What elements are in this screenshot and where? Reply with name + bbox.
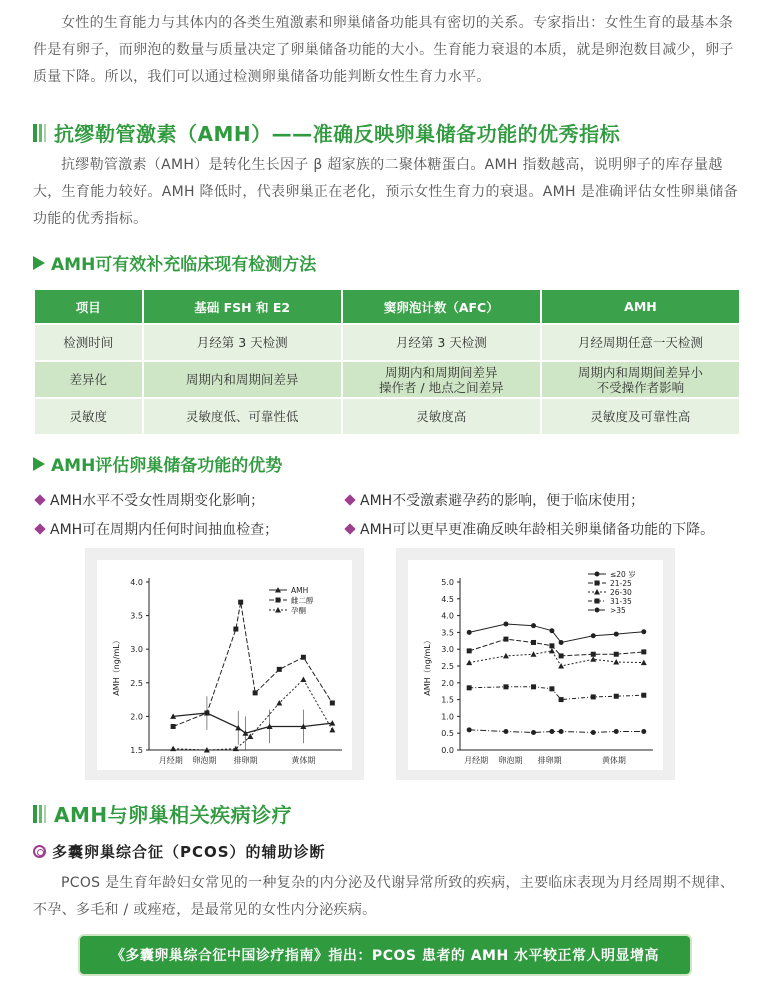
series-line [173, 679, 332, 750]
data-point [559, 640, 564, 645]
advantage-text: AMH水平不受女性周期变化影响； [50, 493, 265, 509]
data-point [641, 649, 646, 654]
diamond-bullet-icon [34, 494, 45, 505]
advantage-item [343, 490, 644, 510]
section-heading-text: AMH可有效补充临床现有检测方法 [51, 255, 317, 275]
data-point [559, 729, 564, 734]
y-tick-label: 2.5 [441, 662, 454, 671]
table-cell: 月经周期任意一天检测 [542, 325, 739, 360]
data-point [559, 697, 564, 702]
table-header-cell: AMH [542, 290, 739, 323]
heading-bars-icon [33, 124, 46, 142]
y-tick-label: 4.5 [441, 594, 454, 604]
data-point [614, 652, 619, 657]
data-point [591, 694, 596, 699]
data-point [277, 667, 282, 672]
data-point [467, 648, 472, 653]
data-point [329, 727, 335, 733]
x-tick-label: 月经期 [464, 756, 489, 765]
guideline-banner: 《多囊卵巢综合征中国诊疗指南》指出：PCOS 患者的 AMH 水平较正常人明显增高 [80, 936, 690, 974]
x-tick-label: 排卵期 [537, 756, 562, 765]
data-point [614, 729, 619, 734]
legend-label: 雌二醇 [291, 596, 314, 605]
data-point [549, 628, 554, 633]
y-tick-label: 0.0 [441, 746, 454, 755]
legend-label: AMH [291, 586, 309, 595]
diamond-bullet-icon [344, 494, 355, 505]
data-point [503, 729, 508, 734]
pcos-subheading-text: 多囊卵巢综合征（PCOS）的辅助诊断 [52, 843, 326, 861]
data-point [204, 711, 209, 716]
data-point [238, 600, 243, 605]
data-point [614, 632, 619, 637]
diamond-bullet-icon [344, 523, 355, 534]
section-heading-text: AMH评估卵巢储备功能的优势 [51, 456, 283, 476]
legend-marker [594, 589, 600, 595]
data-point [558, 663, 564, 669]
section-heading-amh [33, 118, 620, 147]
data-point [613, 659, 619, 665]
data-point [641, 629, 646, 634]
x-tick-label: 月经期 [158, 756, 183, 765]
advantage-text: AMH可在周期内任何时间抽血检查； [50, 522, 279, 538]
data-point [253, 690, 258, 695]
y-tick-label: 3.5 [130, 611, 143, 621]
table-row [35, 399, 739, 434]
y-tick-label: 1.0 [441, 712, 454, 722]
section-heading-advantages [33, 451, 282, 476]
y-axis-label: AMH（ng/mL） [112, 636, 121, 696]
data-point [591, 652, 596, 657]
data-point [549, 643, 554, 648]
chart-panel-age [396, 548, 675, 780]
legend-marker [595, 572, 600, 577]
section-heading-text: 抗缪勒管激素（AMH）——准确反映卵巢储备功能的优秀指标 [54, 122, 621, 146]
x-tick-label: 黄体期 [291, 756, 316, 765]
legend-label: ≤20 岁 [610, 570, 636, 579]
chart-panel-cycle [85, 548, 364, 780]
y-tick-label: 2.5 [130, 678, 143, 688]
legend-label: >35 [610, 606, 626, 615]
pcos-paragraph: PCOS 是生育年龄妇女常见的一种复杂的内分泌及代谢异常所致的疾病，主要临床表现为月经周期不规律、不孕、多毛和 / 或痤疮，是最常见的女性内分泌疾病。 [33, 875, 735, 918]
data-point [641, 660, 647, 666]
table-cell: 周期内和周期间差异 [144, 362, 341, 397]
table-cell: 周期内和周期间差异 操作者 / 地点之间差异 [343, 362, 540, 397]
y-tick-label: 0.5 [441, 729, 454, 739]
data-point [531, 651, 537, 657]
series-line [173, 713, 332, 733]
data-point [614, 694, 619, 699]
data-point [330, 700, 335, 705]
advantage-text: AMH可以更早更准确反映年龄相关卵巢储备功能的下降。 [360, 522, 715, 538]
data-point [503, 637, 508, 642]
y-tick-label: 1.5 [441, 695, 454, 705]
y-tick-label: 1.5 [130, 746, 143, 755]
section-heading-methods [33, 250, 316, 275]
data-point [559, 653, 564, 658]
data-point [531, 623, 536, 628]
amh-cycle-chart [97, 560, 352, 770]
x-tick-label: 卵泡期 [192, 756, 217, 765]
heading-bars-icon [33, 805, 46, 823]
table-header-cell: 基础 FSH 和 E2 [144, 290, 341, 323]
y-axis-label: AMH（ng/mL） [423, 636, 432, 696]
table-cell: 差异化 [35, 362, 142, 397]
table-cell: 灵敏度 [35, 399, 142, 434]
data-point [591, 633, 596, 638]
data-point [531, 730, 536, 735]
table-cell: 月经第 3 天检测 [343, 325, 540, 360]
intro-paragraph: 女性的生育能力与其体内的各类生殖激素和卵巢储备功能具有密切的关系。专家指出：女性生育的最基本条件是有卵子，而卵泡的数量与质量决定了卵巢储备功能的大小。生育能力衰退的本质，就是卵泡数目减少，卵子质量下降。所以，我们可以通过检测卵巢储备功能判断女性生育力水平。 [33, 15, 734, 85]
advantage-item [33, 490, 264, 510]
data-point [503, 653, 509, 659]
legend-label: 孕酮 [291, 606, 306, 615]
data-point [171, 724, 176, 729]
table-cell: 灵敏度低、可靠性低 [144, 399, 341, 434]
data-point [467, 685, 472, 690]
diamond-bullet-icon [34, 523, 45, 534]
data-point [301, 655, 306, 660]
y-tick-label: 3.5 [441, 628, 454, 638]
triangle-bullet-icon [33, 256, 45, 270]
data-point [233, 627, 238, 632]
data-point [531, 684, 536, 689]
y-tick-label: 4.0 [130, 578, 143, 587]
legend-marker [595, 581, 600, 586]
table-row [35, 362, 739, 397]
pcos-subheading [33, 841, 326, 862]
comparison-table [33, 288, 741, 436]
table-cell: 灵敏度高 [343, 399, 540, 434]
table-header-cell: 窦卵泡计数（AFC） [343, 290, 540, 323]
x-tick-label: 排卵期 [233, 756, 258, 765]
amh-age-chart [408, 560, 663, 770]
x-tick-label: 卵泡期 [498, 756, 523, 765]
data-point [503, 684, 508, 689]
table-header-row [35, 290, 739, 323]
table-row [35, 325, 739, 360]
legend-label: 26-30 [610, 588, 632, 597]
amh-paragraph: 抗缪勒管激素（AMH）是转化生长因子 β 超家族的二聚体糖蛋白。AMH 指数越高，说明卵子的库存量越大，生育能力较好。AMH 降低时，代表卵巢正在老化，预示女性生育力的衰退。AMH 是准确评估女性卵巢储备功能的优秀指标。 [33, 157, 738, 227]
y-tick-label: 2.0 [130, 712, 143, 722]
data-point [549, 729, 554, 734]
data-point [235, 725, 241, 731]
data-point [591, 730, 596, 735]
triangle-bullet-icon [33, 457, 45, 471]
data-point [590, 656, 596, 662]
data-point [641, 729, 646, 734]
table-cell: 月经第 3 天检测 [144, 325, 341, 360]
x-tick-label: 黄体期 [601, 756, 626, 765]
section-heading-disease [33, 799, 292, 828]
data-point [170, 746, 176, 752]
data-point [531, 640, 536, 645]
data-point [466, 660, 472, 666]
data-point [467, 727, 472, 732]
y-tick-label: 3.0 [441, 645, 454, 655]
ring-bullet-icon [33, 845, 46, 858]
advantage-item [343, 519, 714, 539]
y-tick-label: 4.0 [441, 611, 454, 621]
series-line [173, 602, 332, 726]
legend-marker [276, 598, 281, 603]
data-point [503, 622, 508, 627]
table-cell: 周期内和周期间差异小 不受操作者影响 [542, 362, 739, 397]
legend-marker [595, 599, 600, 604]
table-cell: 灵敏度及可靠性高 [542, 399, 739, 434]
advantage-item [33, 519, 278, 539]
y-tick-label: 3.0 [130, 645, 143, 655]
table-header-cell: 项目 [35, 290, 142, 323]
table-cell: 检测时间 [35, 325, 142, 360]
data-point [300, 676, 306, 682]
legend-marker [595, 608, 600, 613]
section-heading-text: AMH与卵巢相关疾病诊疗 [54, 803, 293, 827]
data-point [641, 693, 646, 698]
data-point [467, 630, 472, 635]
legend-label: 21-25 [610, 579, 632, 588]
data-point [549, 686, 554, 691]
y-tick-label: 5.0 [441, 578, 454, 587]
legend-label: 31-35 [610, 597, 632, 606]
legend-marker [275, 607, 281, 613]
advantage-text: AMH不受激素避孕药的影响，便于临床使用； [360, 493, 645, 509]
y-tick-label: 2.0 [441, 678, 454, 688]
